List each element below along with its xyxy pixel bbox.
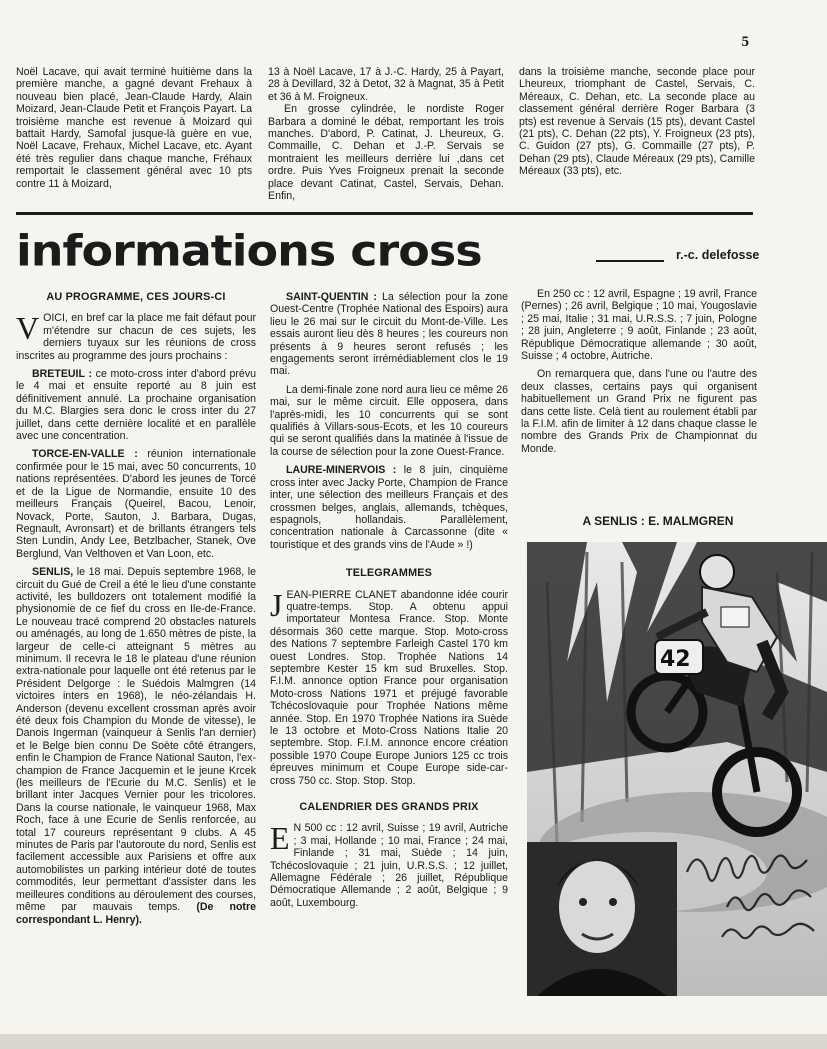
laure-paragraph: LAURE-MINERVOIS : le 8 juin, cinquième cross inter avec Jacky Porte, Champion de France inter, une sélection des meilleurs Français et des crossmen belges, anglais, allemands, tchèques, espagnols, hollandais. Parallèlement, concentration nationale à Carcassonne (dite « touristique et des grands vins de l'Aude » !) xyxy=(270,464,509,551)
intro-paragraph: VOICI, en bref car la place me fait défaut pour m'étendre sur chacun de ces sujets, les derniers tuyaux sur les réunions de cross inscrites au programme des jours prochains : xyxy=(16,310,256,362)
top-col1-text: Noël Lacave, qui avait terminé huitième dans la première manche, a gagné devant Frehaux à nouveau bien placé, Jean-Claude Hardy, Alain Moizard, Jean-Claude Petit et François Payart. La troisième manche est revenue à Moizard qui battait Hardy, Samofal jusque-là guère en vue, Noël Lacave, Frehaux, Michel Lacave, etc. Ayant été très regulier dans chaque manche, Fréhaux remportait le classement général avec 10 pts contre 11 à Moizard, xyxy=(16,66,252,190)
section-rule xyxy=(16,212,753,215)
bike-number-plate: 42 xyxy=(660,647,691,672)
top-col3-text: dans la troisième manche, seconde place pour Lheureux, triomphant de Castel, Servais, C. Méreaux, C. Dehan, etc. La seconde place au classement général derrière Roger Barbara (3 pts) est revenue à Servais (15 pts), devant Castel (21 pts), C. Dehan (22 pts), Y. Froigneux (23 pts), C. Guidon (27 pts), G. Commaille (27 pts), P. Dehan (29 pts), Claude Méreaux (29 pts), Camille Méreaux (33 pts), etc. xyxy=(519,66,755,178)
column-saint-quentin xyxy=(270,291,508,909)
drop-cap: V xyxy=(16,310,40,347)
page-number: 5 xyxy=(741,34,749,50)
telegrammes-paragraph: JEAN-PIERRE CLANET abandonne idée courir quatre-temps. Stop. A obtenu appui importateur Montesa France. Stop. Monte désormais 360 cette marque. Stop. Moto-cross des Nations 7 septembre Farleigh Castel 170 km ouest Londres. Stop. Trophée Nations 14 septembre Kester 15 km sud Bruxelles. Stop. F.I.M. annonce option France pour organisation Moto-cross Nations 1971 et préjugé favorable Tchécoslovaquie pour Trophée Nations même année. Stop. En 1970 Trophée Nations ira Suède le 13 octobre et Moto-Cross Nations Italie 20 septembre. Stop. F.I.M. annonce encore création possible 1970 Coupe Europe Juniors 125 cc trois épreuves minimum et Coupe Europe side-car-cross 750 cc. Stop. Stop. Stop. xyxy=(270,586,508,787)
remark-paragraph: On remarquera que, dans l'une ou l'autre des deux classes, certains pays qui organisent habituellement un Grand Prix ne figurent pas dans cette liste. Celà tient au roulement établi par la F.I.M. afin de limiter à 12 dans chaque classe le nombre des Grands Prix de Championnat du Monde. xyxy=(521,368,757,455)
heading-programme: AU PROGRAMME, CES JOURS-CI xyxy=(46,291,226,303)
column-programme xyxy=(16,291,256,926)
masthead-bar xyxy=(596,260,664,262)
saint-quentin-paragraph: SAINT-QUENTIN : La sélection pour la zone Ouest-Centre (Trophée National des Espoirs) aura lieu le 26 mai sur le circuit du Mont-de-Ville. Les essais auront lieu dès 8 heures ; les coureurs non présents à 9 heures seront refusés ; les engagements seront irrémédiablement clos le 19 mai. xyxy=(270,291,508,378)
drop-cap: E xyxy=(270,820,290,857)
rider-photo-illustration xyxy=(527,542,827,996)
drop-cap: J xyxy=(270,586,283,623)
photo-caption: A SENLIS : E. MALMGREN xyxy=(582,514,734,528)
column-250cc xyxy=(521,288,757,455)
heading-telegrammes: TELEGRAMMES xyxy=(345,567,433,580)
masthead xyxy=(16,228,816,278)
top-col2-text-b: En grosse cylindrée, le nordiste Roger Barbara a dominé le débat, remportant les trois manches. D'abord, P. Catinat, J. Lheureux, G. Commaille, C. Dehan et J.-P. Servais se montraient les meilleurs derrière lui ,dans cet ordre. Puis Yves Froigneux prenait la seconde place devant Catinat, Castel, Servais, Dehan. Enfin, xyxy=(268,103,504,203)
top-column-2 xyxy=(268,66,504,202)
top-column-3 xyxy=(519,66,755,178)
calendrier-250-paragraph: En 250 cc : 12 avril, Espagne ; 19 avril, France (Pernes) ; 26 avril, Belgique ; 10 mai, Yougoslavie ; 25 mai, Italie ; 31 mai, U.R.S.S. ; 7 juin, Pologne ; 28 juin, Angleterre ; 9 août, Finlande ; 23 août, République Démocratique allemande ; 30 août, Suisse ; 4 octobre, Autriche. xyxy=(521,288,757,363)
top-column-1 xyxy=(16,66,252,190)
senlis-paragraph: SENLIS, le 18 mai. Depuis septembre 1968, le circuit du Gué de Creil a été le lieu d'une constante activité, les bulldozers ont totalement modifié la physionomie de ce fief du cross en Ile-de-France. Le nouveau tracé comprend 20 obstacles naturels ou aménagés, au long de 1.650 mètres de piste, la largeur de celle-ci atteignant 5 mètres au minimum. Il recevra le 18 le plateau d'une réunion extra-nationale pour laquelle ont été retenus par le Président Delgorge : le Suédois Malmgren (14 victoires inters en 1968), le néo-zélandais H. Anderson (devenu excellent crossman après avoir été deux fois Champion du Monde de vitesse), le Danois Ingerman (vainqueur à Senlis l'an dernier) et le Belge bien connu De Soète côté étrangers, enfin le Champion de France National Sauton, l'ex-champion de France Jacquemin et le jeune Krcek (les meilleurs de l'Ecurie du M.C. Senlis) et le brillant inter Jacques Vernier pour les tricolores. Dans la course nationale, le vainqueur 1968, Max Roch, face à une Ecurie de Senlis renforcée, au total 17 coureurs représentant 9 clubs. A 45 minutes de Paris par l'autoroute du nord, Senlis est facilement accessible aux Parisiens et offre aux automobilistes un parking intérieur doté de toutes commodités, leur permettant d'assister dans les meilleures conditions au déroulement des courses, même par mauvais temps. (De notre correspondant L. Henry). xyxy=(16,566,256,926)
demi-finale-paragraph: La demi-finale zone nord aura lieu ce même 26 mai, sur le même circuit. Elle opposera, dans l'après-midi, les 10 concurrents qui se sont qualifiés à Villars-sous-Ecots, et les 10 coureurs qui se seront qualifiés dans la matinée à l'issue de la course de sélection pour la zone Ouest-France. xyxy=(270,383,508,458)
bottom-edge xyxy=(0,1034,827,1049)
torce-paragraph: TORCE-EN-VALLE : réunion internationale confirmée pour le 15 mai, avec 50 concurrents, 10 nations représentées. D'abord les jeunes de Torcé et de la Ligue de Normandie, ensuite 10 des meilleurs Français (Queirel, Bacou, Lenoir, Novack, Porte, Sauton, J. Barbara, Dugas, Regnault, Avronsart) et de brillants étrangers tels Sten Lundin, Andy Lee, Betzlbacher, Stanek, Ove Berglund, Van Velthoven et Van Loon, etc. xyxy=(16,448,256,560)
motocross-photo xyxy=(527,542,827,996)
masthead-title: informations cross xyxy=(16,226,482,276)
masthead-author: r.-c. delefosse xyxy=(676,248,760,262)
calendrier-500-paragraph: E N 500 cc : 12 avril, Suisse ; 19 avril, Autriche ; 3 mai, Hollande ; 10 mai, France ; 24 mai, Finlande ; 31 mai, Suède ; 14 juin, Tchécoslovaquie ; 21 juin, U.R.S.S. ; 12 juillet, Allemagne Fédérale ; 26 juillet, République Démocratique Allemande ; 2 août, Belgique ; 9 août, Luxembourg. xyxy=(270,820,508,909)
top-col2-text-a: 13 à Noël Lacave, 17 à J.-C. Hardy, 25 à Payart, 28 à Devillard, 32 à Detot, 32 à Magnat, 35 à Petit et 36 à M. Froigneux. xyxy=(268,66,504,103)
heading-calendrier: CALENDRIER DES GRANDS PRIX xyxy=(299,801,479,814)
breteuil-paragraph: BRETEUIL : ce moto-cross inter d'abord prévu le 4 mai et ensuite reporté au 8 juin est définitivement annulé. La prochaine organisation du M.C. Blargies sera donc le cross inter du 27 juillet, dans cette dernière localité et en parallèle avec une concentration. xyxy=(16,368,257,443)
